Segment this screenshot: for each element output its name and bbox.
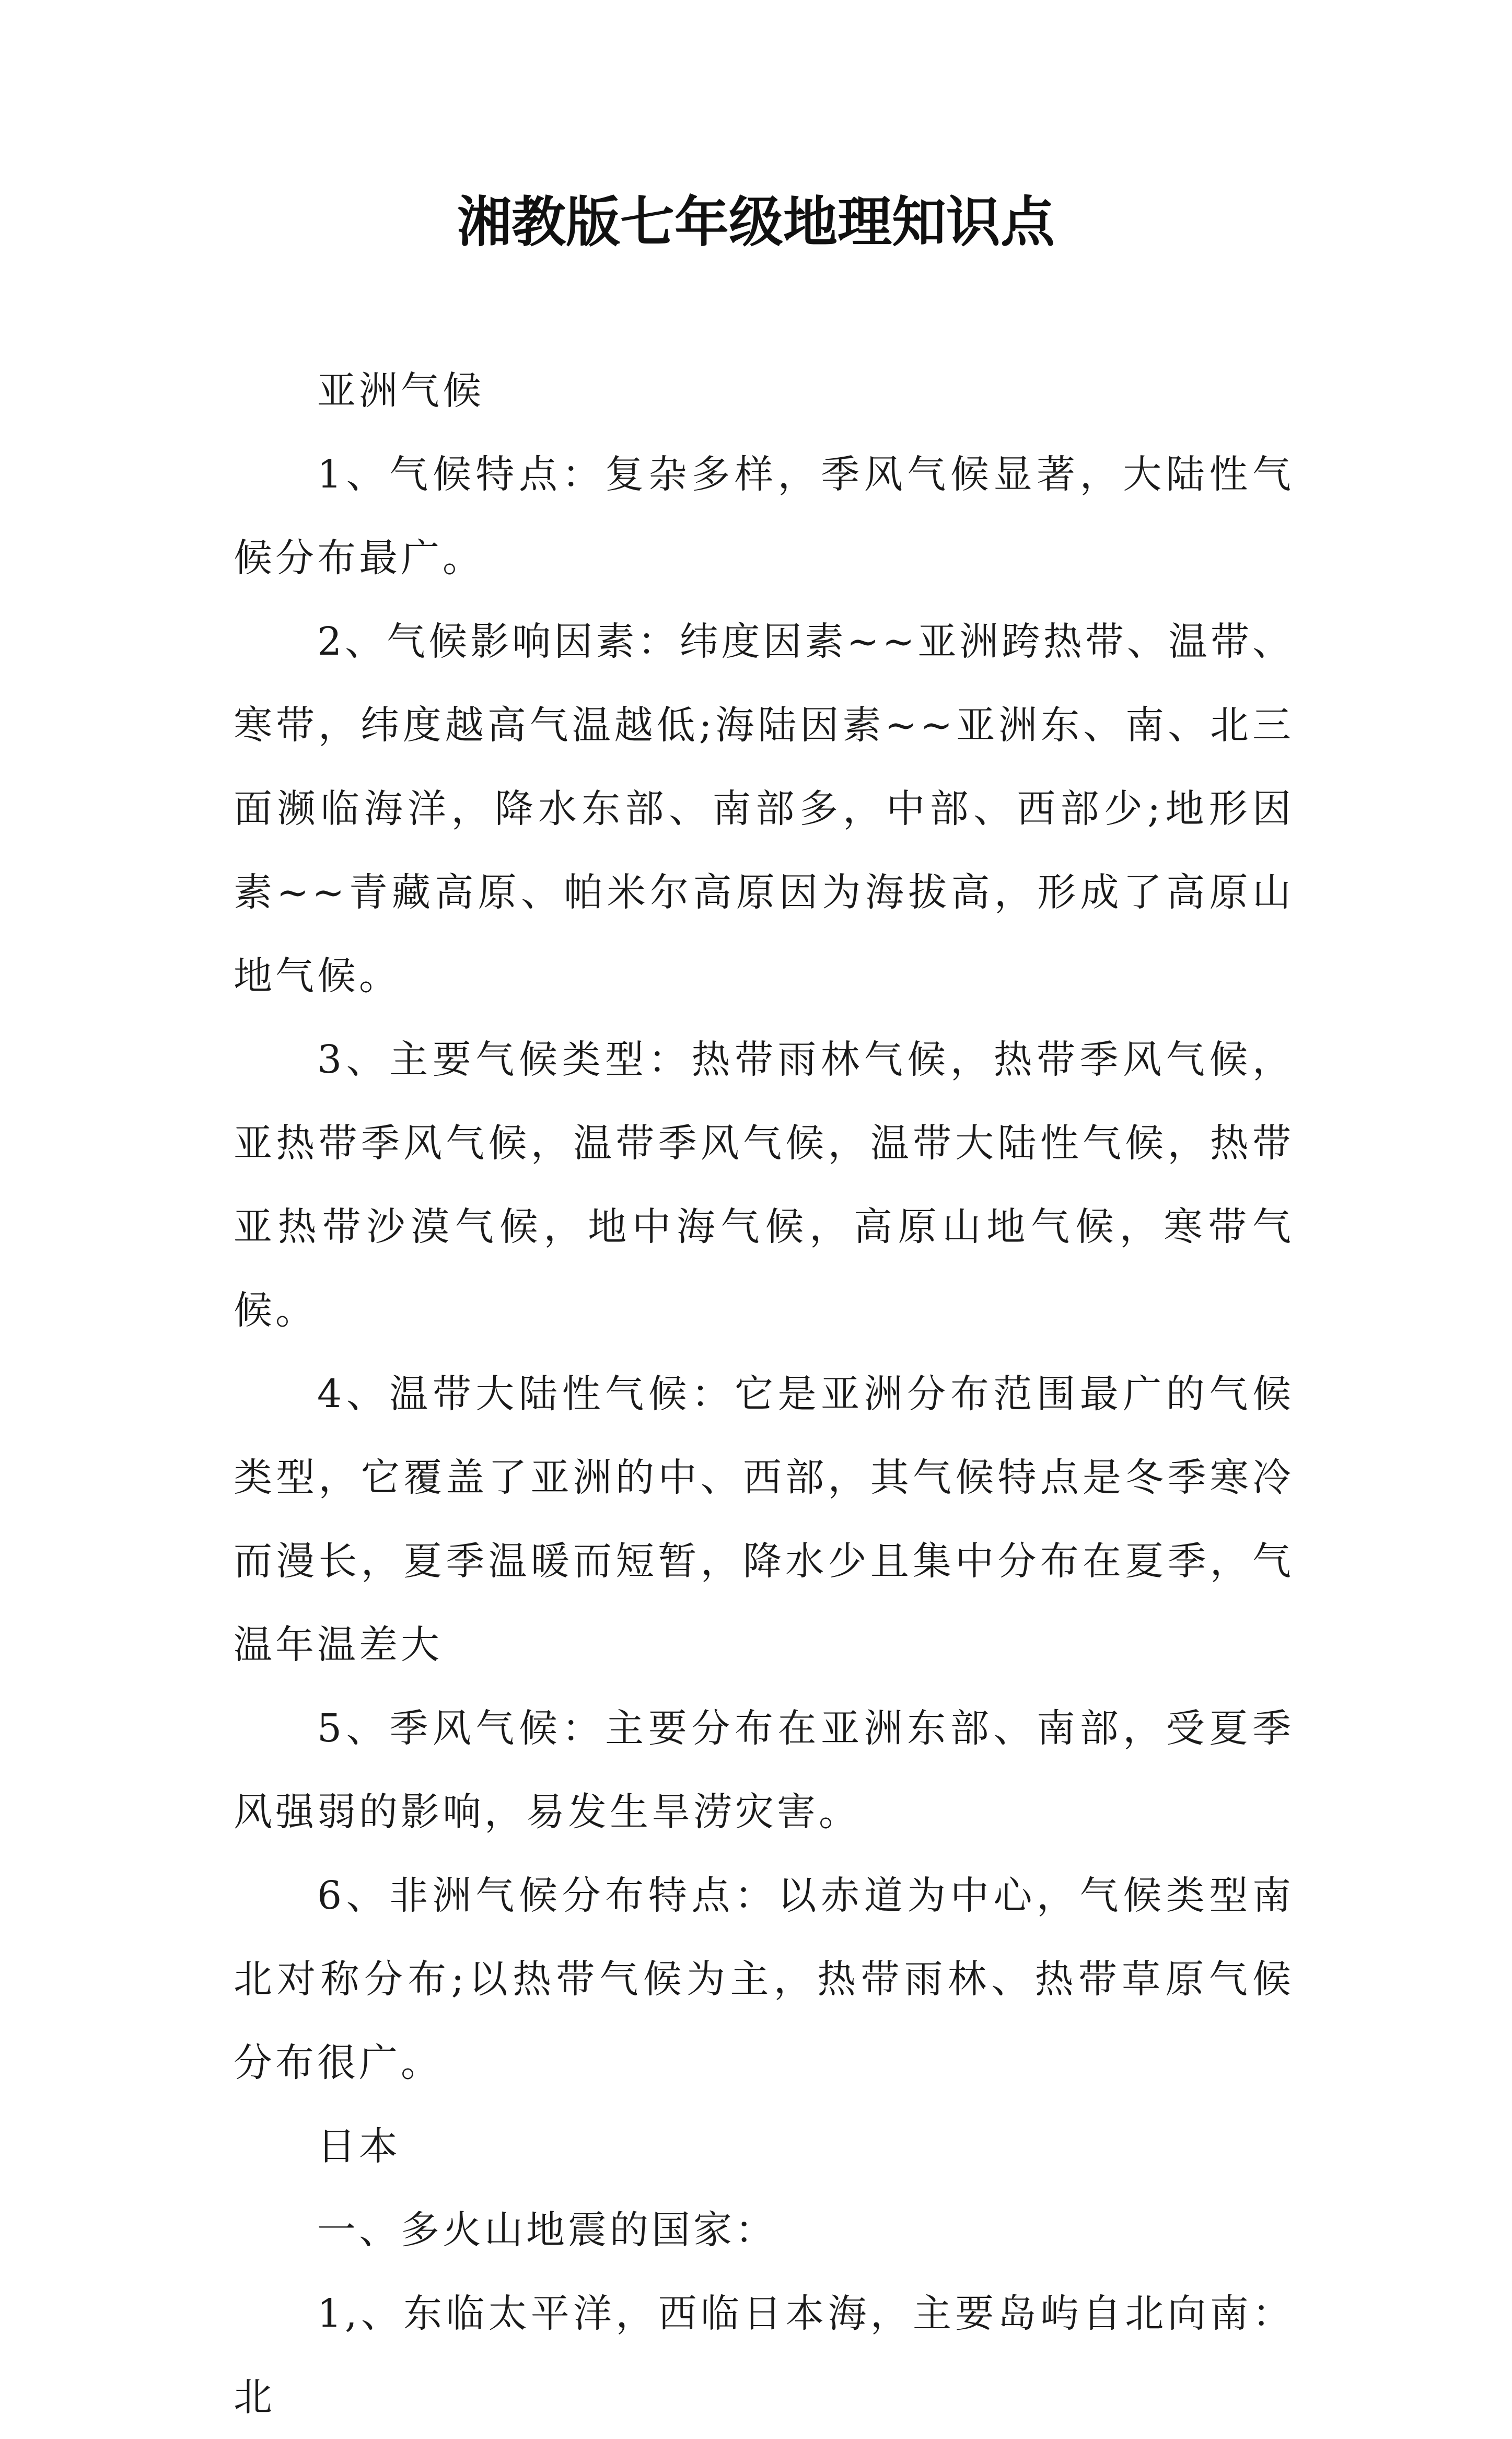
paragraph-monsoon-climate: 5、季风气候：主要分布在亚洲东部、南部，受夏季风强弱的影响，易发生旱涝灾害。 <box>234 1706 1294 1834</box>
document-title: 湘教版七年级地理知识点 <box>457 190 1055 254</box>
paragraph-climate-types: 3、主要气候类型：热带雨林气候，热带季风气候，亚热带季风气候，温带季风气候，温带大陆性气候，热带亚热带沙漠气候，地中海气候，高原山地气候，寒带气候。 <box>234 1037 1294 1333</box>
subheading-volcano-earthquake: 一、多火山地震的国家： <box>317 2208 777 2252</box>
paragraph-climate-factors: 2、气候影响因素：纬度因素~~亚洲跨热带、温带、寒带，纬度越高气温越低;海陆因素~~亚洲东、南、北三面濒临海洋，降水东部、南部多，中部、西部少;地形因素~~青藏高原、帕米尔高原因为海拔高，形成了高原山地气候。 <box>234 619 1294 998</box>
paragraph-africa-climate: 6、非洲气候分布特点：以赤道为中心，气候类型南北对称分布;以热带气候为主，热带雨林、热带草原气候分布很广。 <box>234 1873 1294 2085</box>
paragraph-temperate-continental: 4、温带大陆性气候：它是亚洲分布范围最广的气候类型，它覆盖了亚洲的中、西部，其气候特点是冬季寒冷而漫长，夏季温暖而短暂，降水少且集中分布在夏季，气温年温差大 <box>234 1372 1294 1667</box>
section-heading-asia-climate: 亚洲气候 <box>317 368 484 413</box>
paragraph-japan-location: 1,、东临太平洋，西临日本海，主要岛屿自北向南：北 <box>234 2291 1294 2420</box>
paragraph-climate-features: 1、气候特点：复杂多样，季风气候显著，大陆性气候分布最广。 <box>234 452 1294 580</box>
document-body <box>234 349 1294 2439</box>
section-heading-japan: 日本 <box>317 2124 401 2169</box>
